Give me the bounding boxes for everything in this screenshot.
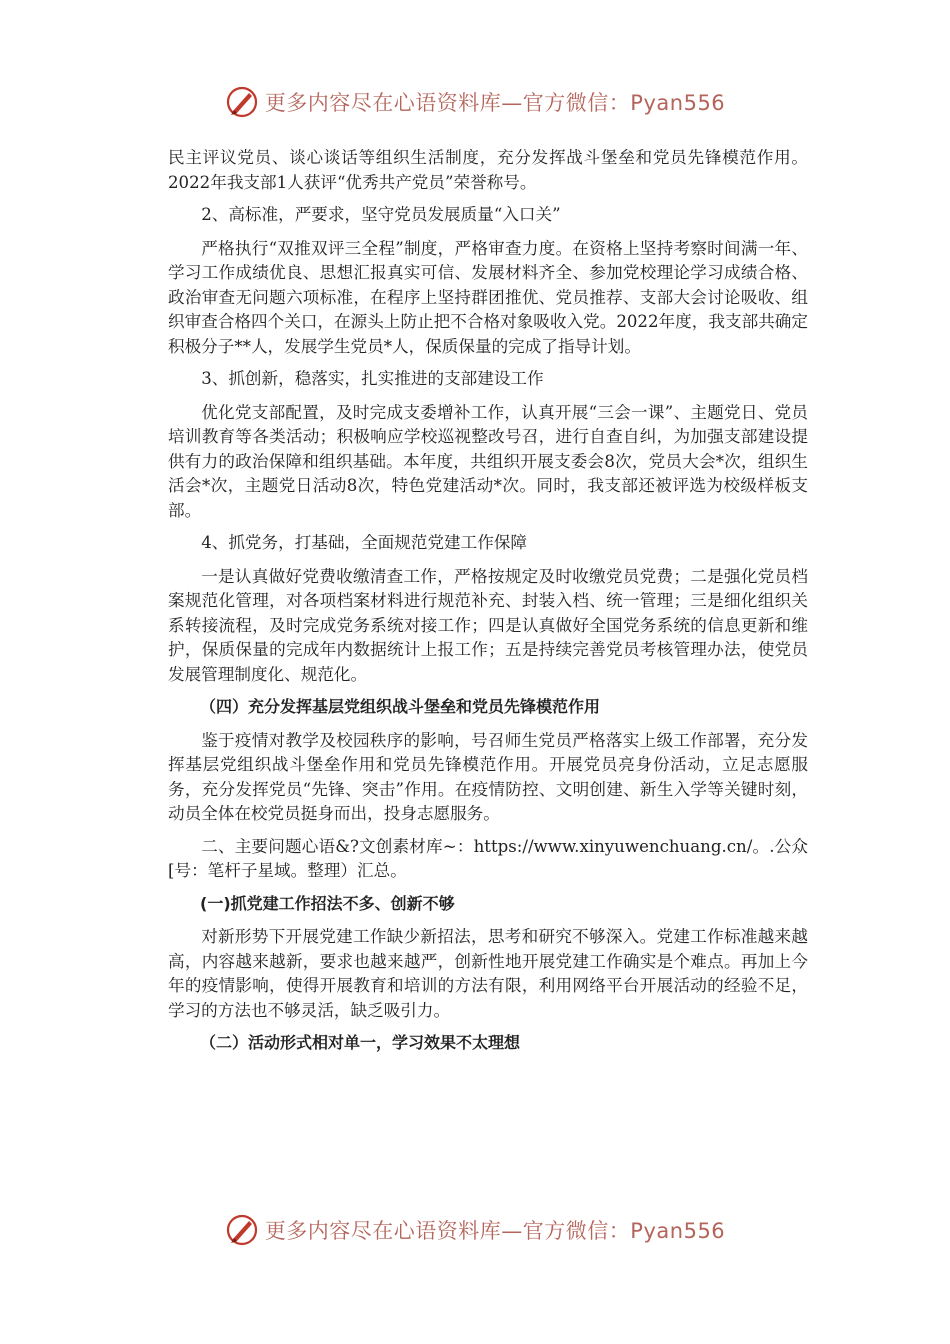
- paragraph: 优化党支部配置，及时完成支委增补工作，认真开展“三会一课”、主题党日、党员培训教育等各类活动；积极响应学校巡视整改号召，进行自查自纠，为加强支部建设提供有力的政治保障和组织基础。本年度，共组织开展支委会8次，党员大会*次，组织生活会*次，主题党日活动8次，特色党建活动*次。同时，我支部还被评选为校级样板支部。: [168, 402, 808, 520]
- paragraph: 鉴于疫情对教学及校园秩序的影响，号召师生党员严格落实上级工作部署，充分发挥基层党组织战斗堡垒作用和党员先锋模范作用。开展党员亮身份活动，立足志愿服务，充分发挥党员“先锋、突击”作用。在疫情防控、文明创建、新生入学等关键时刻，动员全体在校党员挺身而出，投身志愿服务。: [168, 730, 808, 823]
- pen-logo-icon: [225, 85, 259, 119]
- subheading: 2、高标准，严要求，坚守党员发展质量“入口关”: [201, 205, 561, 224]
- paragraph: 严格执行“双推双评三全程”制度，严格审查力度。在资格上坚持考察时间满一年、学习工作成绩优良、思想汇报真实可信、发展材料齐全、参加党校理论学习成绩合格、政治审查无问题六项标准，在程序上坚持群团推优、党员推荐、支部大会讨论吸收、组织审查合格四个关口，在源头上防止把不合格对象吸收入党。2022年度，我支部共确定积极分子**人，发展学生党员*人，保质保量的完成了指导计划。: [168, 238, 808, 356]
- document-body: [168, 146, 808, 1065]
- paragraph: 一是认真做好党费收缴清查工作，严格按规定及时收缴党员党费；二是强化党员档案规范化管理，对各项档案材料进行规范补充、封装入档、统一管理；三是细化组织关系转接流程，及时完成党务系统对接工作；四是认真做好全国党务系统的信息更新和维护，保质保量的完成年内数据统计上报工作；五是持续完善党员考核管理办法，使党员发展管理制度化、规范化。: [168, 566, 808, 684]
- paragraph: 民主评议党员、谈心谈话等组织生活制度，充分发挥战斗堡垒和党员先锋模范作用。2022年我支部1人获评“优秀共产党员”荣誉称号。: [168, 148, 808, 192]
- footer-banner: [0, 1210, 950, 1250]
- section-heading: （二）活动形式相对单一，学习效果不太理想: [200, 1033, 521, 1052]
- subheading: 4、抓党务，打基础，全面规范党建工作保障: [201, 533, 528, 552]
- paragraph: 对新形势下开展党建工作缺少新招法，思考和研究不够深入。党建工作标准越来越高，内容越来越新，要求也越来越严，创新性地开展党建工作确实是个难点。再加上今年的疫情影响，使得开展教育和培训的方法有限，利用网络平台开展活动的经验不足，学习的方法也不够灵活，缺乏吸引力。: [168, 927, 808, 1020]
- section-heading: （四）充分发挥基层党组织战斗堡垒和党员先锋模范作用: [200, 697, 601, 716]
- pen-logo-icon: [225, 1213, 259, 1247]
- banner-text: 更多内容尽在心语资料库—官方微信：Pyan556: [264, 91, 726, 115]
- banner-text: 更多内容尽在心语资料库—官方微信：Pyan556: [264, 1219, 726, 1243]
- subheading: 3、抓创新，稳落实，扎实推进的支部建设工作: [201, 369, 544, 388]
- section-heading: (一)抓党建工作招法不多、创新不够: [200, 893, 455, 913]
- header-banner: [0, 82, 950, 122]
- section-heading: 二、主要问题心语&?文创素材库~：https://www.xinyuwenchuang.cn/。.公众[号：笔杆子星域。整理）汇总。: [168, 836, 808, 880]
